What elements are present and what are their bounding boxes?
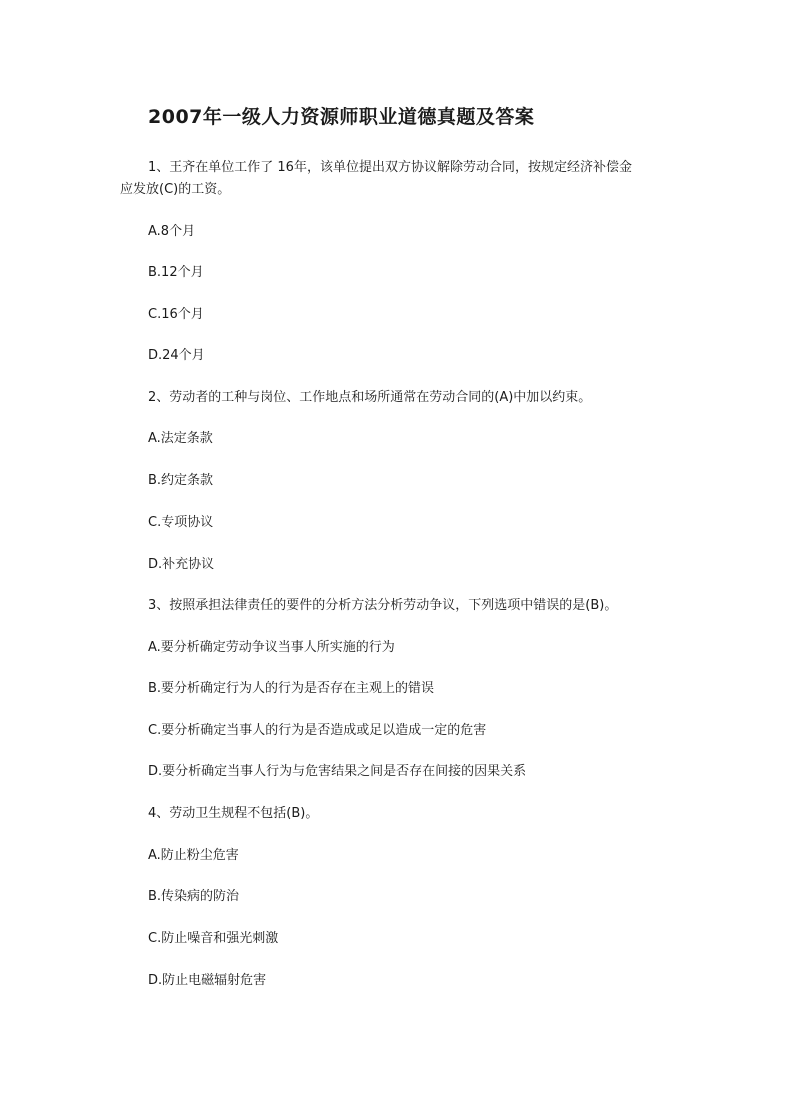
question-1-option-b: B.12个月: [148, 265, 204, 280]
question-2-option-c: C.专项协议: [148, 515, 214, 530]
question-2-stem-line1: 2、劳动者的工种与岗位、工作地点和场所通常在劳动合同的(A)中加以约束。: [148, 390, 592, 405]
question-4-option-d: D.防止电磁辐射危害: [148, 973, 267, 988]
question-4-option-c: C.防止噪音和强光刺激: [148, 931, 279, 946]
question-1-option-a: A.8个月: [148, 224, 196, 239]
question-2-option-b: B.约定条款: [148, 473, 214, 488]
question-4-option-b: B.传染病的防治: [148, 889, 240, 904]
question-1-stem-line2: 应发放(C)的工资。: [120, 182, 231, 197]
question-4-option-a: A.防止粉尘危害: [148, 848, 239, 863]
question-3-stem-line1: 3、按照承担法律责任的要件的分析方法分析劳动争议，下列选项中错误的是(B)。: [148, 598, 618, 613]
question-2-option-d: D.补充协议: [148, 557, 215, 572]
question-1-option-d: D.24个月: [148, 348, 205, 363]
question-1-stem-line1: 1、王齐在单位工作了 16年，该单位提出双方协议解除劳动合同，按规定经济补偿金: [148, 160, 632, 175]
question-3-option-a: A.要分析确定劳动争议当事人所实施的行为: [148, 640, 395, 655]
question-4-stem-line1: 4、劳动卫生规程不包括(B)。: [148, 806, 319, 821]
question-1-option-c: C.16个月: [148, 307, 204, 322]
question-3-option-c: C.要分析确定当事人的行为是否造成或足以造成一定的危害: [148, 723, 487, 738]
question-3-option-d: D.要分析确定当事人行为与危害结果之间是否存在间接的因果关系: [148, 764, 527, 779]
document-title: 2007年一级人力资源师职业道德真题及答案: [148, 106, 535, 128]
question-2-option-a: A.法定条款: [148, 431, 213, 446]
question-3-option-b: B.要分析确定行为人的行为是否存在主观上的错误: [148, 681, 435, 696]
